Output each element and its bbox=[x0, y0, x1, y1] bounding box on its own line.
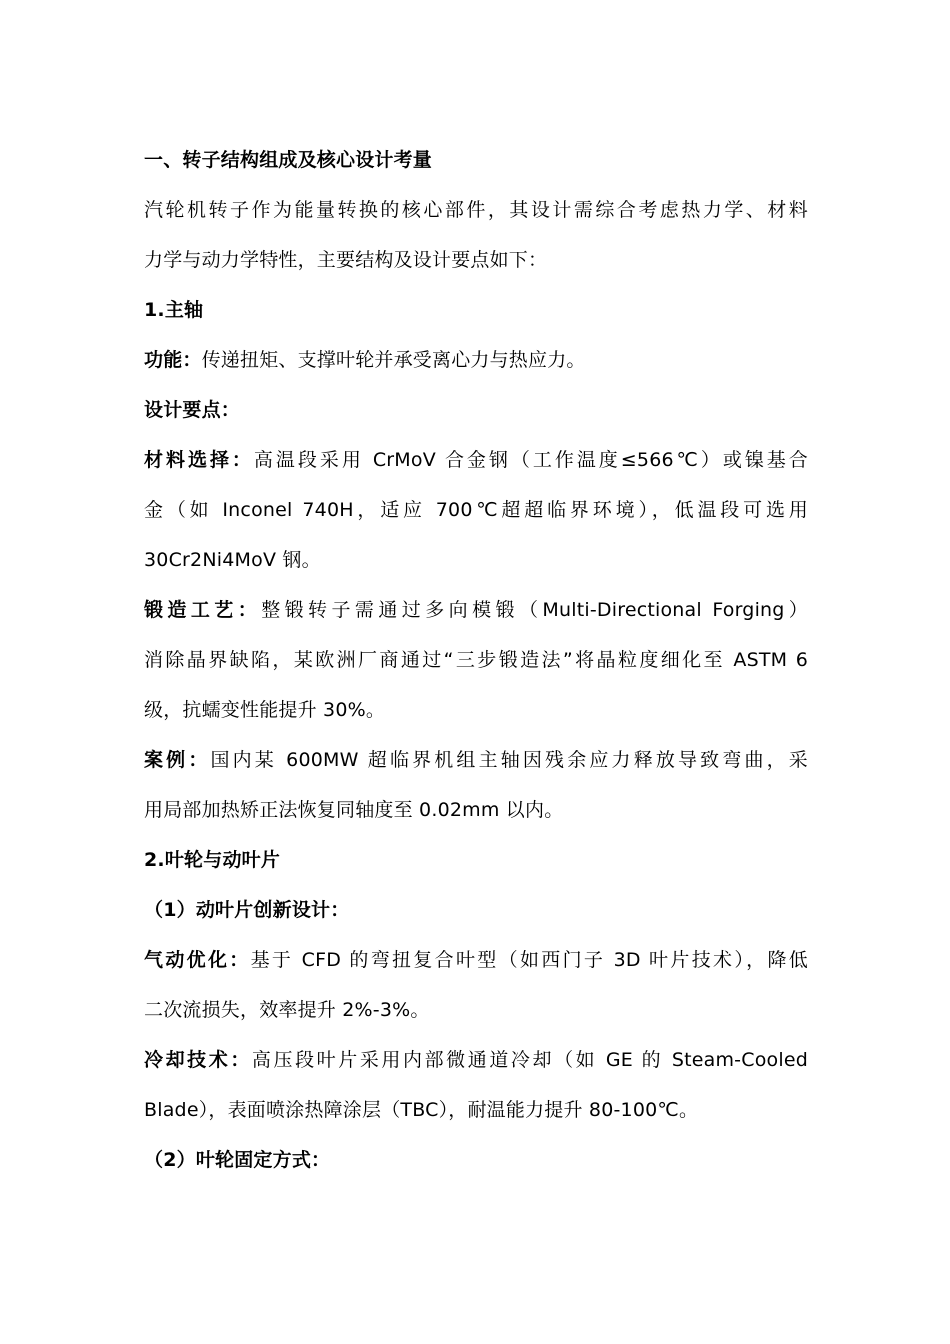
case-text-line-1: 国内某 600MW 超临界机组主轴因残余应力释放导致弯曲，采 bbox=[210, 749, 808, 771]
material-paragraph-line-3: 30Cr2Ni4MoV 钢。 bbox=[144, 549, 321, 571]
cooling-label: 冷却技术： bbox=[144, 1049, 252, 1071]
aero-paragraph-line-2: 二次流损失，效率提升 2%-3%。 bbox=[144, 999, 430, 1021]
intro-paragraph-line-2: 力学与动力学特性，主要结构及设计要点如下： bbox=[144, 249, 548, 271]
forging-paragraph-line-3: 级，抗蠕变性能提升 30%。 bbox=[144, 699, 386, 721]
material-label: 材料选择： bbox=[144, 449, 254, 471]
cooling-paragraph-line-1 bbox=[144, 1035, 808, 1085]
subheading-impeller-fixing: （2）叶轮固定方式： bbox=[144, 1149, 331, 1171]
section-heading-rotor-structure: 一、转子结构组成及核心设计考量 bbox=[144, 149, 433, 171]
aero-paragraph-line-1 bbox=[144, 935, 808, 985]
forging-paragraph-line-2: 消除晶界缺陷，某欧洲厂商通过“三步锻造法”将晶粒度细化至 ASTM 6 bbox=[144, 649, 808, 671]
case-paragraph-line-1 bbox=[144, 735, 808, 785]
case-label: 案例： bbox=[144, 749, 211, 771]
design-points-label: 设计要点： bbox=[144, 399, 241, 421]
material-paragraph-line-1 bbox=[144, 435, 808, 485]
intro-paragraph-line-1: 汽轮机转子作为能量转换的核心部件，其设计需综合考虑热力学、材料 bbox=[144, 199, 808, 221]
document-page bbox=[144, 135, 808, 1185]
material-text-line-1: 高温段采用 CrMoV 合金钢（工作温度≤566℃）或镍基合 bbox=[253, 449, 808, 471]
function-text: 传递扭矩、支撑叶轮并承受离心力与热应力。 bbox=[201, 349, 586, 371]
cooling-text-line-1: 高压段叶片采用内部微通道冷却（如 GE 的 Steam-Cooled bbox=[251, 1049, 808, 1071]
material-paragraph-line-2: 金（如 Inconel 740H，适应 700℃超超临界环境），低温段可选用 bbox=[144, 499, 808, 521]
forging-text-line-1: 整锻转子需通过多向模锻（Multi-Directional Forging） bbox=[261, 599, 808, 621]
forging-label: 锻造工艺： bbox=[144, 599, 262, 621]
subheading-main-shaft: 1.主轴 bbox=[144, 299, 204, 321]
aero-label: 气动优化： bbox=[144, 949, 251, 971]
aero-text-line-1: 基于 CFD 的弯扭复合叶型（如西门子 3D 叶片技术），降低 bbox=[250, 949, 808, 971]
forging-paragraph-line-1 bbox=[144, 585, 808, 635]
subheading-impeller-blades: 2.叶轮与动叶片 bbox=[144, 849, 281, 871]
function-label: 功能： bbox=[144, 349, 202, 371]
case-paragraph-line-2: 用局部加热矫正法恢复同轴度至 0.02mm 以内。 bbox=[144, 799, 564, 821]
function-paragraph bbox=[144, 335, 808, 385]
cooling-paragraph-line-2: Blade），表面喷涂热障涂层（TBC），耐温能力提升 80-100℃。 bbox=[144, 1099, 699, 1121]
subheading-blade-innovation: （1）动叶片创新设计： bbox=[144, 899, 350, 921]
